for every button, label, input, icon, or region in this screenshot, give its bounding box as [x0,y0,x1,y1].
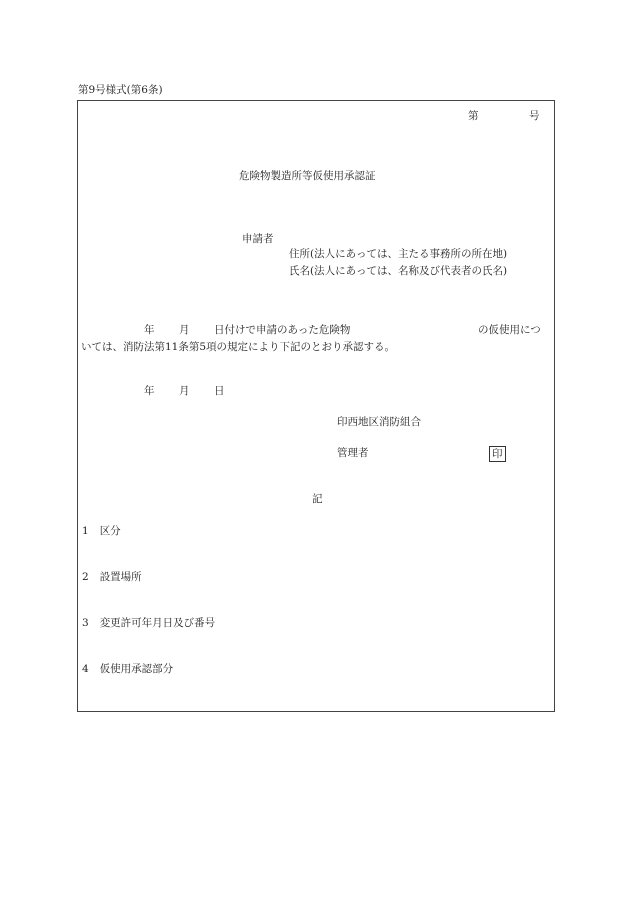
ki-heading: 記 [312,493,323,505]
approval-month: 月 [179,385,190,397]
document-title: 危険物製造所等仮使用承認証 [239,170,376,182]
item-label: 設置場所 [99,571,142,583]
body-year: 年 [144,324,155,336]
issuer-organization: 印西地区消防組合 [337,416,421,428]
list-item [82,571,142,585]
applicant-address: 住所(法人にあっては、主たる事務所の所在地) [289,248,508,260]
item-number: 1 [82,525,89,537]
list-item [82,663,173,677]
list-item [82,525,121,539]
item-label: 区分 [99,525,121,537]
body-line-2: いては、消防法第11条第5項の規定により下記のとおり承認する。 [81,341,396,353]
applicant-label: 申請者 [242,233,274,245]
approval-day: 日 [214,385,225,397]
number-suffix: 号 [529,110,540,122]
approval-year: 年 [144,385,155,397]
item-label: 仮使用承認部分 [99,663,174,675]
item-number: 2 [82,571,89,583]
number-prefix: 第 [468,110,479,122]
seal-label: 印 [489,446,506,462]
item-number: 3 [82,617,89,629]
issuer-title: 管理者 [337,447,369,459]
applicant-name: 氏名(法人にあっては、名称及び代表者の氏名) [289,265,508,277]
list-item [82,617,215,631]
item-number: 4 [82,663,89,675]
item-label: 変更許可年月日及び番号 [99,617,216,629]
form-number-label: 第9号様式(第6条) [78,84,163,96]
body-date-suffix: 日付けで申請のあった危険物 [214,324,351,336]
body-month: 月 [179,324,190,336]
body-temp-use: の仮使用につ [478,324,541,336]
seal-mark [489,446,506,462]
